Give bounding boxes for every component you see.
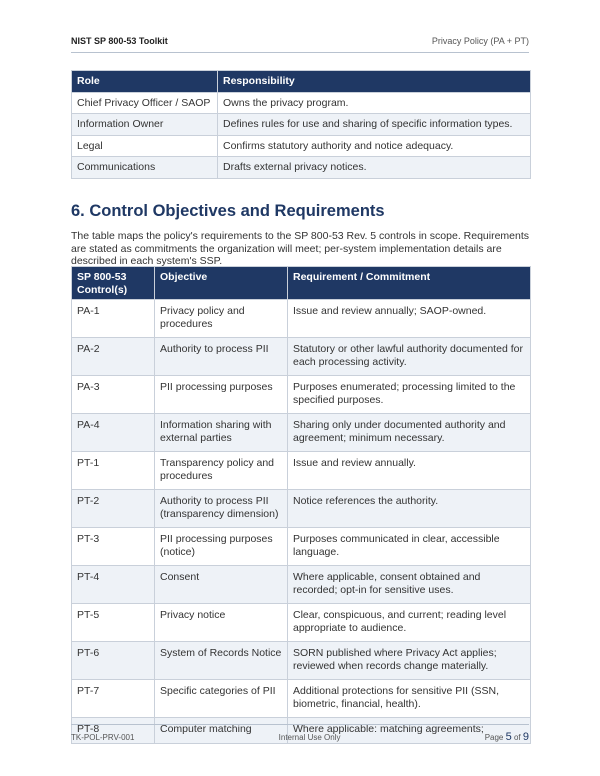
control-id-cell: PA-2 [72,338,155,376]
control-id-cell: PT-5 [72,604,155,642]
objective-cell: Specific categories of PII [155,680,288,718]
controls-header-requirement: Requirement / Commitment [288,267,531,300]
responsibility-cell: Confirms statutory authority and notice adequacy. [218,135,531,157]
table-row [72,680,531,718]
role-cell: Legal [72,135,218,157]
requirement-cell: Issue and review annually; SAOP-owned. [288,300,531,338]
objective-cell: Consent [155,566,288,604]
table-row [72,566,531,604]
controls-table [71,266,531,744]
page-header [71,33,529,49]
requirement-cell: Clear, conspicuous, and current; reading level appropriate to audience. [288,604,531,642]
objective-cell: Authority to process PII (transparency dimension) [155,490,288,528]
table-row [72,376,531,414]
role-cell: Communications [72,157,218,179]
requirement-cell: Additional protections for sensitive PII (SSN, biometric, financial, health). [288,680,531,718]
objective-cell: System of Records Notice [155,642,288,680]
objective-cell: Computer matching [155,718,288,744]
header-toolkit-title: NIST SP 800-53 Toolkit [71,36,168,46]
responsibility-cell: Defines rules for use and sharing of specific information types. [218,114,531,136]
table-row [72,528,531,566]
objective-cell: Transparency policy and procedures [155,452,288,490]
roles-header-role: Role [72,71,218,93]
control-id-cell: PT-4 [72,566,155,604]
header-document-title: Privacy Policy (PA + PT) [431,36,529,46]
control-id-cell: PT-2 [72,490,155,528]
table-row [72,604,531,642]
role-cell: Information Owner [72,114,218,136]
control-id-cell: PT-7 [72,680,155,718]
footer-doc-id: TK-POL-PRV-001 [71,732,135,742]
footer-page-indicator [485,731,529,743]
footer-page-label: Page [484,733,504,742]
control-id-cell: PT-6 [72,642,155,680]
controls-header-control: SP 800-53 Control(s) [72,267,155,300]
control-id-cell: PA-4 [72,414,155,452]
table-row [72,452,531,490]
table-row [72,414,531,452]
table-row [72,92,531,114]
roles-table-header-row [72,71,531,93]
requirement-cell: Sharing only under documented authority and agreement; minimum necessary. [288,414,531,452]
objective-cell: Authority to process PII [155,338,288,376]
control-id-cell: PA-1 [72,300,155,338]
requirement-cell: Where applicable: matching agreements; [288,718,531,744]
requirement-cell: SORN published where Privacy Act applies; reviewed when records change materially. [288,642,531,680]
requirement-cell: Purposes enumerated; processing limited to the specified purposes. [288,376,531,414]
requirement-cell: Statutory or other lawful authority documented for each processing activity. [288,338,531,376]
responsibility-cell: Owns the privacy program. [218,92,531,114]
table-row [72,114,531,136]
objective-cell: Privacy policy and procedures [155,300,288,338]
objective-cell: Privacy notice [155,604,288,642]
table-row [72,300,531,338]
section-intro: The table maps the policy's requirements to the SP 800-53 Rev. 5 controls in scope. Requirements are stated as commitments the organization will meet; per-system implementation details are described in each system's SSP. [71,230,530,267]
responsibility-cell: Drafts external privacy notices. [218,157,531,179]
section-title: 6. Control Objectives and Requirements [71,202,385,220]
table-row [72,338,531,376]
footer-page-total: 9 [522,731,529,743]
table-row [72,490,531,528]
requirement-cell: Purposes communicated in clear, accessible language. [288,528,531,566]
control-id-cell: PA-3 [72,376,155,414]
page-footer [71,730,529,744]
roles-header-responsibility: Responsibility [218,71,531,93]
table-row [72,157,531,179]
requirement-cell: Where applicable, consent obtained and recorded; opt-in for sensitive uses. [288,566,531,604]
footer-divider [71,724,529,725]
control-id-cell: PT-8 [72,718,155,744]
objective-cell: PII processing purposes (notice) [155,528,288,566]
controls-header-objective: Objective [155,267,288,300]
control-id-cell: PT-3 [72,528,155,566]
roles-table [71,70,531,179]
requirement-cell: Issue and review annually. [288,452,531,490]
header-divider [71,52,529,53]
role-cell: Chief Privacy Officer / SAOP [72,92,218,114]
requirement-cell: Notice references the authority. [288,490,531,528]
footer-classification: Internal Use Only [278,732,341,742]
footer-page-number: 5 [505,731,512,743]
table-row [72,642,531,680]
objective-cell: PII processing purposes [155,376,288,414]
control-id-cell: PT-1 [72,452,155,490]
footer-page-of: of [513,733,521,742]
objective-cell: Information sharing with external parties [155,414,288,452]
table-row [72,135,531,157]
controls-table-header-row [72,267,531,300]
